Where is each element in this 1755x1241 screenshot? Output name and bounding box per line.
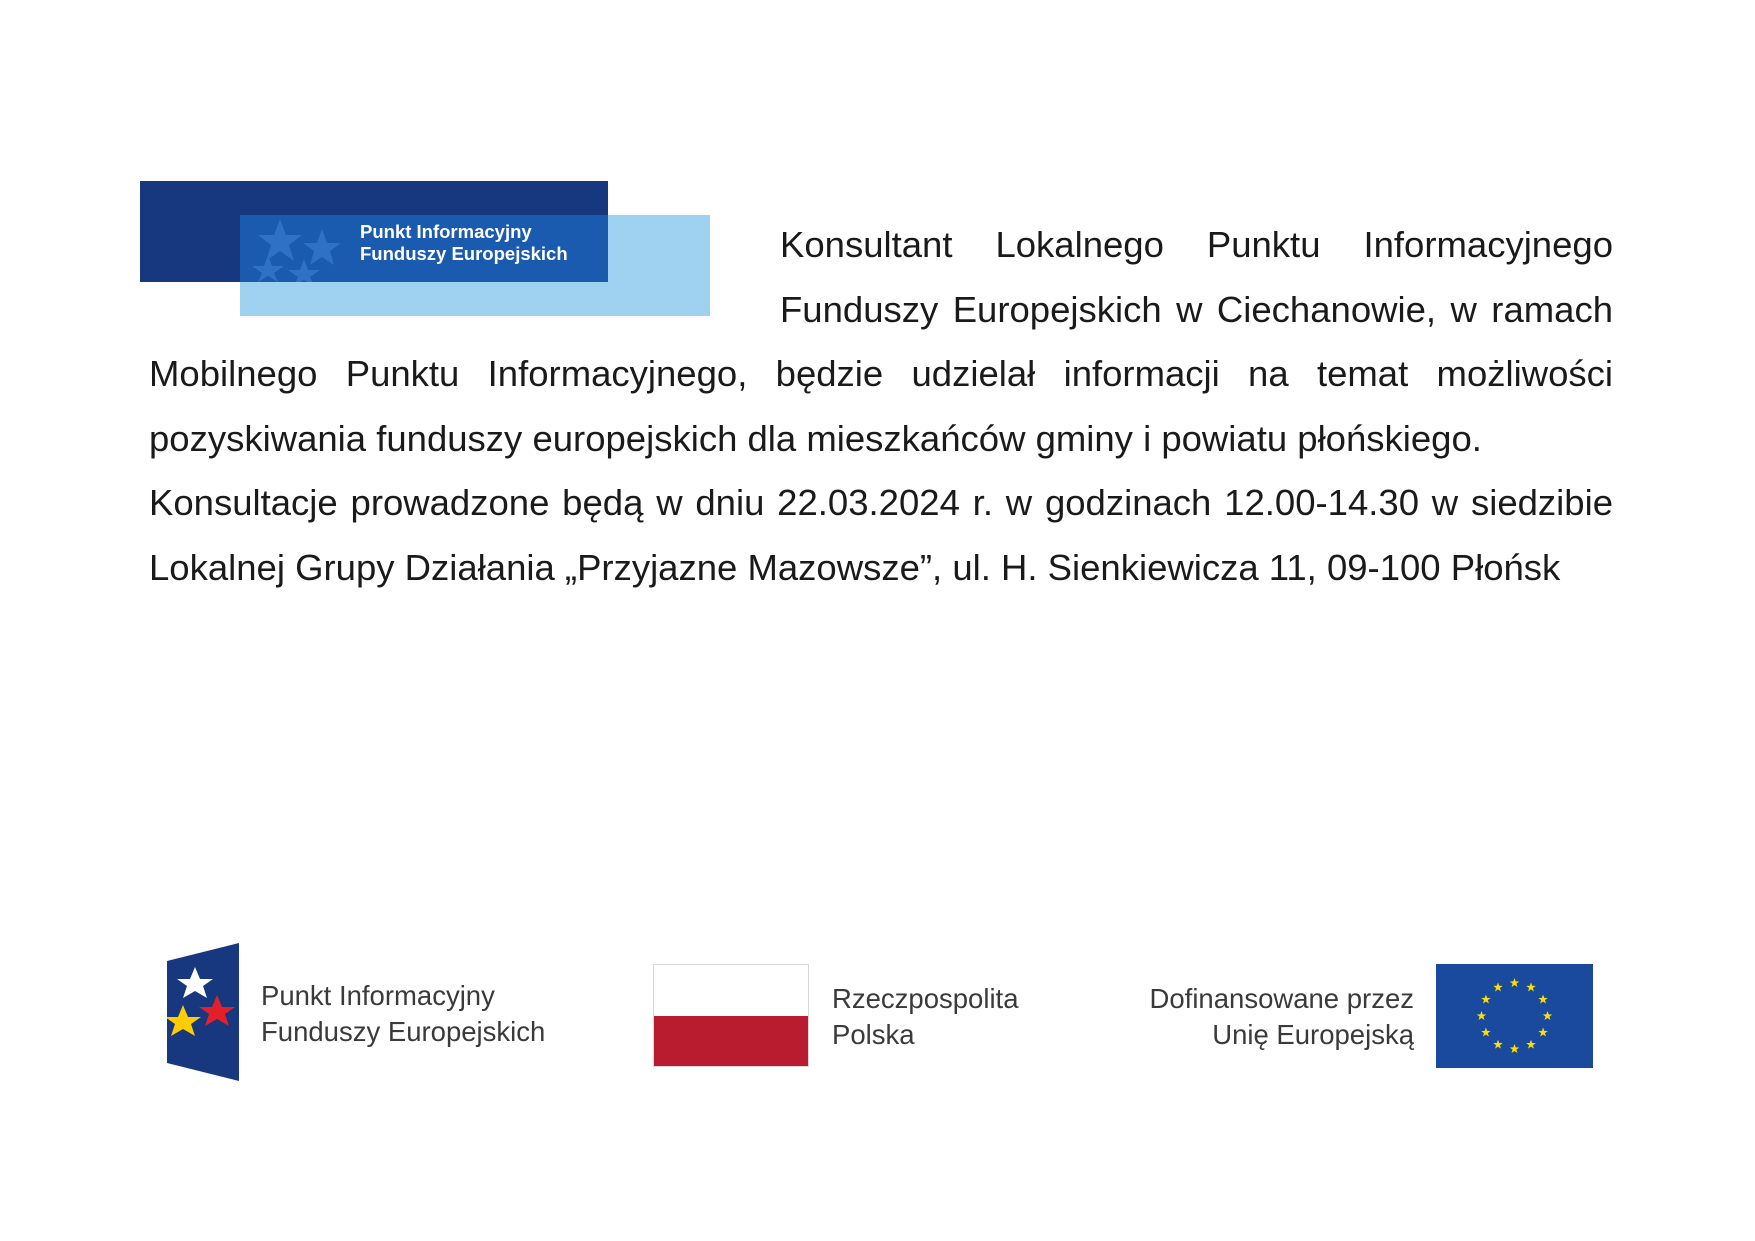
- footer-eu-line2: Unię Europejską: [1212, 1019, 1414, 1050]
- header-logo-line1: Punkt Informacyjny: [360, 221, 532, 242]
- footer-funds-label: [261, 978, 545, 1050]
- poland-flag-icon: [653, 964, 809, 1067]
- poland-flag-red: [654, 1016, 808, 1067]
- footer-eu-line1: Dofinansowane przez: [1149, 983, 1414, 1014]
- eu-flag-icon: [1436, 964, 1593, 1068]
- footer-funds-line2: Funduszy Europejskich: [261, 1016, 546, 1047]
- footer-funds-line1: Punkt Informacyjny: [261, 980, 495, 1011]
- footer-eu-label: [1116, 981, 1414, 1053]
- footer-poland-label: [832, 981, 1018, 1053]
- footer-poland-line1: Rzeczpospolita: [832, 983, 1019, 1014]
- footer-poland-line2: Polska: [832, 1019, 915, 1050]
- announcement-paragraph-2: Konsultacje prowadzone będą w dniu 22.03.2024 r. w godzinach 12.00-14.30 w siedzibie Lokalnej Grupy Działania „Przyjazne Mazowsze”, ul. H. Sienkiewicza 11, 09-100 Płońsk: [149, 482, 1613, 588]
- poland-flag-white: [654, 965, 808, 1016]
- announcement-paragraph-1: Konsultant Lokalnego Punktu Informacyjnego Funduszy Europejskich w Ciechanowie, w ramach Mobilnego Punktu Informacyjnego, będzie udzielał informacji na temat możliwości pozyskiwania funduszy europejskich dla mieszkańców gminy i powiatu płońskiego.: [149, 224, 1613, 459]
- logo-float-spacer: [149, 213, 780, 342]
- header-logo-line2: Funduszy Europejskich: [360, 243, 568, 264]
- funduszy-europejskich-flag-icon: [167, 943, 239, 1081]
- announcement-text: [149, 213, 1613, 600]
